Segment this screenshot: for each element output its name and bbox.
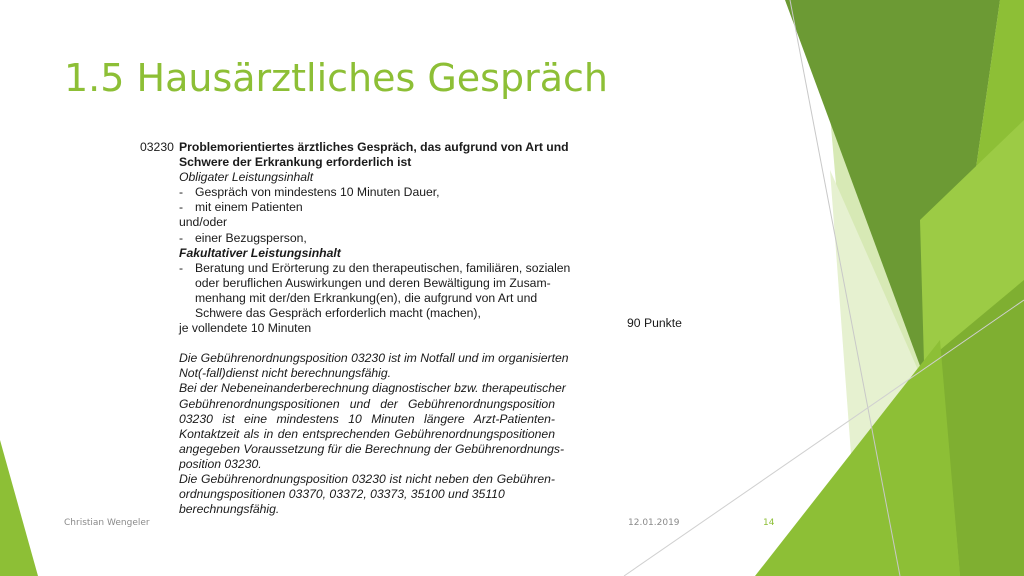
dash-bullet: - [179, 230, 184, 245]
list-item-text: Gespräch von mindestens 10 Minuten Dauer, [195, 185, 440, 200]
note-line: position 03230. [179, 456, 262, 471]
optional-label: Fakultativer Leistungsinhalt [179, 245, 341, 260]
list-item [179, 260, 571, 276]
note-line: ordnungspositionen 03370, 03372, 03373, 35100 und 35110 [179, 487, 505, 502]
list-item-text: einer Bezugsperson, [195, 230, 307, 245]
slide-title: 1.5 Hausärztliches Gespräch [64, 56, 608, 100]
list-item [179, 231, 555, 246]
fee-description [179, 140, 571, 517]
document-excerpt [140, 140, 700, 517]
dash-bullet: - [179, 260, 184, 275]
note-line: Die Gebührenordnungsposition 03230 ist nicht neben den Gebühren- [179, 471, 555, 486]
note-line: 03230 ist eine mindestens 10 Minuten längere Arzt-Patienten- [179, 411, 555, 426]
obligatory-label: Obligater Leistungsinhalt [179, 170, 314, 185]
left-accent-triangle [0, 440, 38, 576]
note-line: berechnungsfähig. [179, 502, 280, 517]
note-line: Die Gebührenordnungsposition 03230 ist im Notfall und im organisierten [179, 351, 569, 366]
dash-bullet: - [179, 200, 184, 215]
note-line: Kontaktzeit als in den entsprechenden Gebührenordnungspositionen [179, 426, 555, 441]
note-line: Bei der Nebeneinanderberechnung diagnostischer bzw. therapeutischer [179, 381, 566, 396]
fee-code: 03230 [140, 140, 174, 154]
per-unit-text: je vollendete 10 Minuten [179, 321, 312, 336]
heading-line: Schwere der Erkrankung erforderlich ist [179, 155, 412, 170]
footer-author: Christian Wengeler [64, 518, 150, 528]
list-item [179, 200, 555, 215]
list-item-text: Beratung und Erörterung zu den therapeutischen, familiären, sozialen [195, 260, 571, 275]
note-line: angegeben Voraussetzung für die Berechnung der Gebührenordnungs- [179, 441, 565, 456]
points-value: 90 Punkte [627, 316, 682, 330]
list-item [179, 185, 555, 200]
and-or-text: und/oder [179, 215, 228, 230]
footer-page-number: 14 [763, 518, 775, 528]
list-item-text: mit einem Patienten [195, 200, 303, 215]
note-line: Gebührenordnungspositionen und der Gebührenordnungsposition [179, 396, 555, 411]
footer-date: 12.01.2019 [628, 518, 680, 528]
note-line: Not(-fall)dienst nicht berechnungsfähig. [179, 366, 392, 381]
list-item-continuation: Schwere das Gespräch erforderlich macht (machen), [195, 306, 481, 321]
heading-line: Problemorientiertes ärztliches Gespräch, das aufgrund von Art und [179, 140, 569, 154]
dash-bullet: - [179, 185, 184, 200]
list-item-continuation: oder beruflichen Auswirkungen und deren Bewältigung im Zusam- [195, 275, 551, 290]
list-item-continuation: menhang mit der/den Erkrankung(en), die aufgrund von Art und [195, 290, 538, 305]
